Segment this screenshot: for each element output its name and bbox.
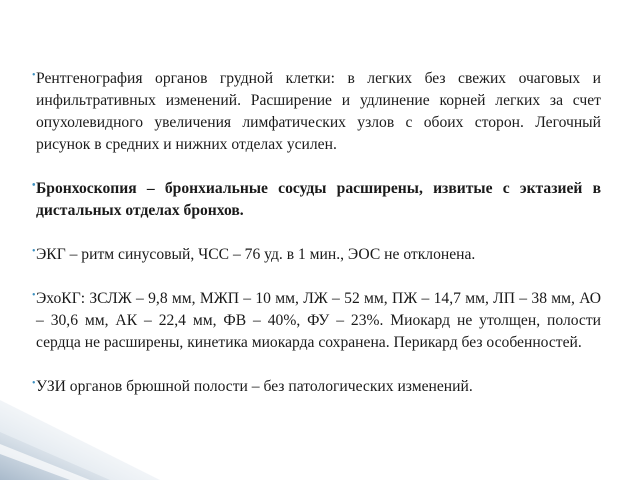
corner-decoration — [0, 370, 160, 480]
xray-paragraph — [32, 68, 601, 156]
bronchoscopy-paragraph — [32, 178, 601, 222]
echocg-paragraph — [32, 288, 601, 354]
slide-content — [32, 68, 601, 420]
ecg-paragraph — [32, 244, 601, 266]
echocg-text: ЭхоКГ: ЗСЛЖ – 9,8 мм, МЖП – 10 мм, ЛЖ – 52 мм, ПЖ – 14,7 мм, ЛП – 38 мм, АО – 30,6 мм, АК – 22,4 мм, ФВ – 40%, ФУ – 23%. Миокард не утолщен, полости сердца не расширены, кинетика миокарда сохранена. Перикард без особенностей. — [36, 290, 601, 351]
ultrasound-text: УЗИ органов брюшной полости – без патологических изменений. — [36, 378, 473, 395]
bronchoscopy-text: Бронхоскопия – бронхиальные сосуды расширены, извитые с эктазией в дистальных отделах бронхов. — [36, 180, 601, 219]
bullet-icon: • — [32, 180, 36, 191]
bullet-icon: • — [32, 290, 36, 301]
bullet-icon: • — [32, 70, 36, 81]
bullet-icon: • — [32, 246, 36, 257]
ecg-text: ЭКГ – ритм синусовый, ЧСС – 76 уд. в 1 мин., ЭОС не отклонена. — [36, 246, 476, 263]
bullet-icon: • — [32, 378, 36, 389]
xray-text: Рентгенография органов грудной клетки: в легких без свежих очаговых и инфильтративных изменений. Расширение и удлинение корней легких за счет опухолевидного увеличения лимфатических узлов с обоих сторон. Легочный рисунок в средних и нижних отделах усилен. — [36, 70, 601, 153]
